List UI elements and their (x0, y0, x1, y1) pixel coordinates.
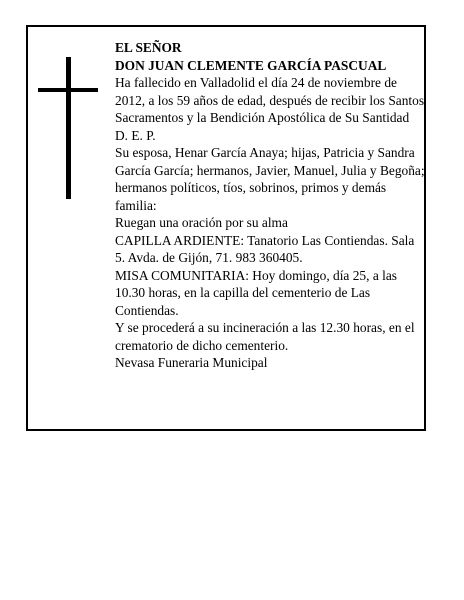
rest-in-peace: D. E. P. (115, 127, 156, 143)
death-announcement: Ha fallecido en Valladolid el día 24 de noviembre de 2012, a los 59 años de edad, después de recibir los Santos Sacramentos y la Bendición Apostólica de Su Santidad (115, 75, 425, 125)
header-title: EL SEÑOR (115, 40, 182, 55)
notice-text (115, 39, 425, 372)
cross-vertical-bar (66, 57, 71, 199)
deceased-name: DON JUAN CLEMENTE GARCÍA PASCUAL (115, 57, 387, 73)
family-list: Su esposa, Henar García Anaya; hijas, Patricia y Sandra García García; hermanos, Javier, Manuel, Julia y Begoña; hermanos políticos, tíos, sobrinos, primos y demás familia: (115, 145, 425, 213)
cremation-info: Y se procederá a su incineración a las 12.30 horas, en el crematorio de dicho cementerio. (115, 320, 415, 353)
mass-info: MISA COMUNITARIA: Hoy domingo, día 25, a las 10.30 horas, en la capilla del cementerio de Las Contiendas. (115, 267, 397, 318)
funeral-home: Nevasa Funeraria Municipal (115, 355, 268, 370)
obituary-notice (26, 25, 426, 431)
cross-horizontal-bar (38, 88, 98, 92)
cross-icon (38, 57, 98, 199)
prayer-request: Ruegan una oración por su alma (115, 215, 288, 230)
funeral-chapel-info: CAPILLA ARDIENTE: Tanatorio Las Contiendas. Sala 5. Avda. de Gijón, 71. 983 360405. (115, 232, 415, 265)
